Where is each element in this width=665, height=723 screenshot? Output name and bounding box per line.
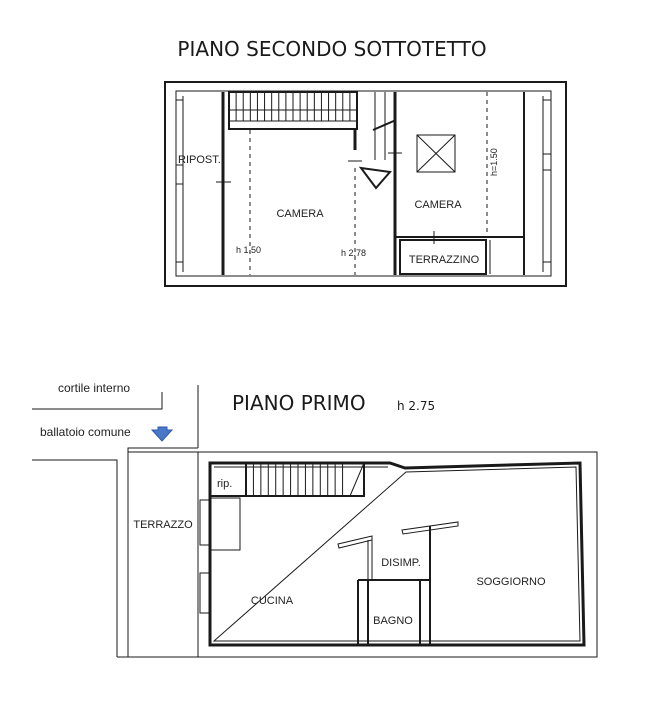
room-label-soggiorno: SOGGIORNO bbox=[476, 576, 546, 588]
upper-stair-steps bbox=[236, 92, 350, 121]
terrazzo-area bbox=[128, 452, 198, 657]
upper-sloped-partition bbox=[361, 168, 390, 188]
lower-stair-steps bbox=[253, 463, 342, 496]
height-label-right: h=1.50 bbox=[489, 148, 499, 176]
upper-left-windows bbox=[176, 100, 183, 262]
room-label-camera-left: CAMERA bbox=[276, 208, 324, 220]
room-label-disimp: DISIMP. bbox=[381, 557, 421, 569]
label-ballatoio-comune: ballatoio comune bbox=[40, 425, 131, 439]
room-label-terrazzo: TERRAZZO bbox=[133, 519, 193, 531]
room-label-camera-right: CAMERA bbox=[414, 199, 462, 211]
ballatoio-outline bbox=[32, 460, 117, 657]
upper-floor-title: PIANO SECONDO SOTTOTETTO bbox=[177, 37, 487, 61]
room-label-bagno: BAGNO bbox=[373, 615, 413, 627]
skylight-icon bbox=[417, 135, 455, 172]
room-label-ripost: RIPOST. bbox=[178, 154, 221, 166]
room-label-rip: rip. bbox=[217, 478, 233, 490]
lower-floor-title: PIANO PRIMO bbox=[232, 391, 366, 415]
lower-floor-plan bbox=[32, 381, 597, 657]
height-label-left: h 1.50 bbox=[236, 245, 262, 255]
ballatoio-arrow-icon bbox=[152, 427, 172, 441]
label-cortile-interno: cortile interno bbox=[58, 381, 131, 395]
height-label-mid: h 2.78 bbox=[341, 248, 367, 258]
upper-right-windows bbox=[543, 100, 551, 262]
room-label-cucina: CUCINA bbox=[250, 595, 294, 607]
bagno-walls bbox=[358, 580, 430, 645]
upper-floor-plan bbox=[165, 37, 566, 286]
lower-stair-landing bbox=[348, 463, 364, 496]
room-label-terrazzino: TERRAZZINO bbox=[408, 254, 480, 266]
cucina-door bbox=[338, 536, 372, 548]
lower-floor-height: h 2.75 bbox=[397, 399, 436, 413]
terrazzo-door-frame bbox=[210, 498, 240, 550]
